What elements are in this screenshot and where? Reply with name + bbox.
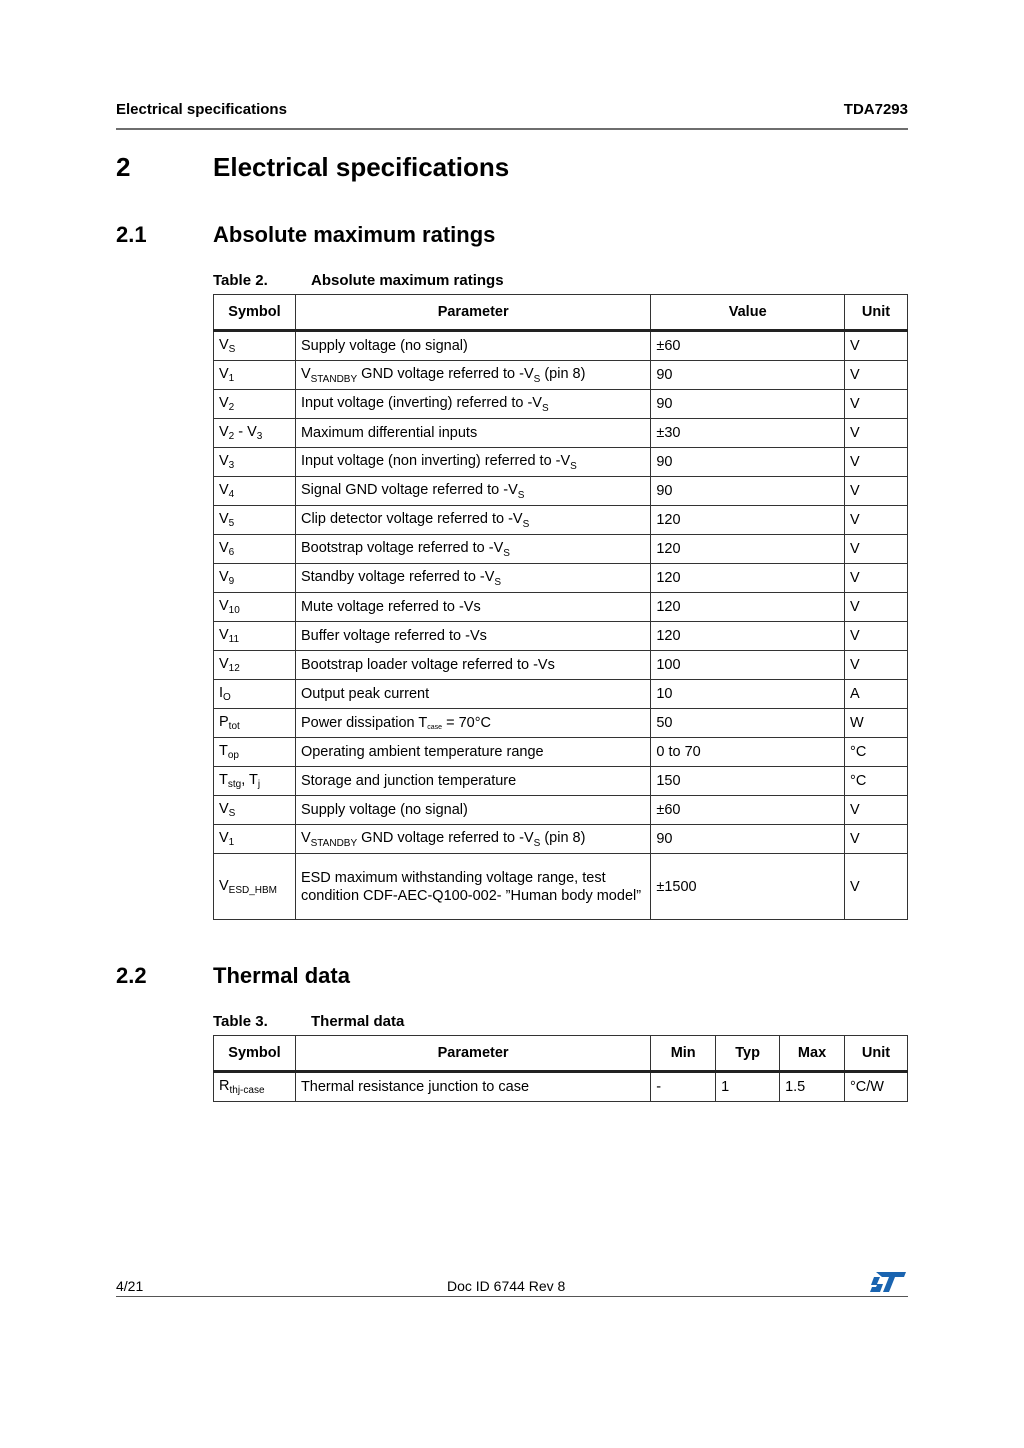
cell-value: 90 xyxy=(651,477,845,506)
cell-value: 100 xyxy=(651,651,845,680)
symbol-base: V xyxy=(219,395,229,411)
header-section-title: Electrical specifications xyxy=(116,101,287,118)
cell-symbol xyxy=(214,680,296,709)
param-subscript-2: S xyxy=(533,837,541,849)
table-row xyxy=(214,390,908,419)
cell-value: 90 xyxy=(651,390,845,419)
cell-unit: V xyxy=(845,390,908,419)
cell-symbol xyxy=(214,448,296,477)
cell-symbol xyxy=(214,361,296,390)
cell-unit: A xyxy=(845,680,908,709)
cell-symbol xyxy=(214,506,296,535)
param-text: Input voltage (non inverting) referred to -V xyxy=(300,452,571,469)
subsection-number: 2.1 xyxy=(116,222,147,247)
cell-symbol xyxy=(214,709,296,738)
param-subscript-2: S xyxy=(570,460,577,472)
param-text: Bootstrap loader voltage referred to -Vs xyxy=(300,657,555,673)
cell-parameter: Thermal resistance junction to case xyxy=(295,1072,650,1102)
param-subscript: STANDBY xyxy=(310,837,358,849)
symbol-subscript: 1 xyxy=(228,837,235,848)
cell-unit: V xyxy=(845,651,908,680)
cell-symbol xyxy=(214,825,296,854)
cell-value: 120 xyxy=(651,564,845,593)
cell-parameter xyxy=(295,593,650,622)
symbol-subscript: 9 xyxy=(228,576,235,587)
param-suffix: = 70°C xyxy=(442,715,491,731)
cell-typ: 1 xyxy=(716,1072,780,1102)
cell-parameter xyxy=(295,448,650,477)
thermal-data-table xyxy=(213,1035,908,1102)
cell-min: - xyxy=(651,1072,716,1102)
param-subscript: STANDBY xyxy=(310,373,358,385)
cell-unit: V xyxy=(845,419,908,448)
cell-parameter xyxy=(295,738,650,767)
param-text: Storage and junction temperature xyxy=(300,773,517,789)
cell-unit: V xyxy=(845,361,908,390)
table-row xyxy=(214,477,908,506)
param-text: Power dissipation T xyxy=(300,715,428,731)
cell-value: ±60 xyxy=(651,796,845,825)
header-part-number: TDA7293 xyxy=(843,101,908,118)
cell-unit: °C xyxy=(845,738,908,767)
symbol-subscript: stg xyxy=(227,779,242,790)
page-header xyxy=(116,100,908,130)
cell-value: 90 xyxy=(651,361,845,390)
cell-parameter xyxy=(295,506,650,535)
cell-parameter xyxy=(295,331,650,361)
cell-parameter xyxy=(295,622,650,651)
symbol-base: T xyxy=(219,743,228,759)
cell-parameter xyxy=(295,390,650,419)
cell-parameter xyxy=(295,709,650,738)
symbol-base: V xyxy=(219,598,229,614)
symbol-subscript: 4 xyxy=(228,489,235,500)
symbol-subscript: 3 xyxy=(228,460,235,471)
table-row xyxy=(214,622,908,651)
param-subscript-2: S xyxy=(541,402,549,414)
param-text: Buffer voltage referred to -Vs xyxy=(300,628,487,644)
col-header-value: Value xyxy=(651,295,845,331)
symbol-subscript: tot xyxy=(228,721,240,732)
symbol-base-2: , T xyxy=(241,772,258,788)
symbol-base: V xyxy=(219,801,229,817)
symbol-base: V xyxy=(219,656,229,672)
cell-parameter xyxy=(295,564,650,593)
param-text: Output peak current xyxy=(300,686,430,702)
page-footer xyxy=(116,1278,908,1297)
cell-unit: W xyxy=(845,709,908,738)
table-row xyxy=(214,796,908,825)
symbol-base: R xyxy=(219,1078,230,1094)
table-row xyxy=(214,854,908,920)
col-header-parameter: Parameter xyxy=(295,1036,650,1072)
col-header-max: Max xyxy=(780,1036,845,1072)
table3-caption-number: Table 3. xyxy=(213,1013,268,1030)
symbol-subscript: op xyxy=(227,750,239,761)
col-header-symbol: Symbol xyxy=(214,1036,296,1072)
table-row xyxy=(214,419,908,448)
symbol-base: P xyxy=(219,714,229,730)
param-prefix: V xyxy=(300,365,311,382)
cell-unit: V xyxy=(845,506,908,535)
param-text: ESD maximum withstanding voltage range, test condition CDF-AEC-Q100-002- ”Human body model” xyxy=(300,869,642,904)
symbol-base: V xyxy=(219,337,229,353)
table-row xyxy=(214,651,908,680)
param-text: Clip detector voltage referred to -V xyxy=(300,510,523,527)
cell-symbol xyxy=(214,535,296,564)
cell-symbol xyxy=(214,331,296,361)
cell-unit: V xyxy=(845,622,908,651)
cell-unit: V xyxy=(845,593,908,622)
cell-max: 1.5 xyxy=(780,1072,845,1102)
col-header-unit: Unit xyxy=(845,295,908,331)
cell-unit: °C xyxy=(845,767,908,796)
cell-unit: V xyxy=(845,854,908,920)
param-text: GND voltage referred to -V xyxy=(357,365,534,382)
symbol-subscript: S xyxy=(228,808,236,819)
table-row xyxy=(214,448,908,477)
param-text: Signal GND voltage referred to -V xyxy=(300,481,518,498)
table3-caption-title: Thermal data xyxy=(311,1013,405,1030)
param-prefix: V xyxy=(300,829,311,846)
cell-symbol xyxy=(214,419,296,448)
col-header-symbol: Symbol xyxy=(214,295,296,331)
cell-symbol xyxy=(214,796,296,825)
cell-symbol xyxy=(214,593,296,622)
cell-parameter xyxy=(295,419,650,448)
st-logo-icon xyxy=(868,1270,908,1297)
subsection-number: 2.2 xyxy=(116,963,147,988)
symbol-subscript: 1 xyxy=(228,373,235,384)
cell-parameter xyxy=(295,651,650,680)
cell-value: ±1500 xyxy=(651,854,845,920)
table-row xyxy=(214,680,908,709)
cell-parameter xyxy=(295,825,650,854)
cell-symbol xyxy=(214,477,296,506)
symbol-subscript: S xyxy=(228,344,236,355)
symbol-base: V xyxy=(219,511,229,527)
symbol-subscript: 2 xyxy=(228,402,235,413)
table-row xyxy=(214,738,908,767)
cell-unit: °C/W xyxy=(845,1072,908,1102)
symbol-subscript: thj-case xyxy=(229,1085,265,1096)
table-row xyxy=(214,1072,908,1102)
param-subscript-2: S xyxy=(522,518,530,530)
cell-parameter xyxy=(295,361,650,390)
table-row xyxy=(214,361,908,390)
symbol-subscript: 6 xyxy=(228,547,235,558)
section-title: Electrical specifications xyxy=(213,152,510,182)
doc-id: Doc ID 6744 Rev 8 xyxy=(447,1278,566,1294)
cell-unit: V xyxy=(845,477,908,506)
param-text: Operating ambient temperature range xyxy=(300,744,544,760)
section-number: 2 xyxy=(116,152,131,182)
page-number: 4/21 xyxy=(116,1278,144,1294)
table-row xyxy=(214,506,908,535)
param-suffix: (pin 8) xyxy=(540,365,586,382)
symbol-base: V xyxy=(219,453,229,469)
param-text: Mute voltage referred to -Vs xyxy=(300,599,481,615)
cell-symbol xyxy=(214,622,296,651)
symbol-subscript: O xyxy=(223,692,231,703)
cell-value: ±60 xyxy=(651,331,845,361)
param-tiny-subscript: case xyxy=(427,724,443,731)
cell-symbol xyxy=(214,767,296,796)
param-subscript-2: S xyxy=(503,547,510,559)
table-row xyxy=(214,767,908,796)
table2-caption-number: Table 2. xyxy=(213,272,268,289)
param-text: Supply voltage (no signal) xyxy=(300,802,468,818)
symbol-subscript: 5 xyxy=(228,518,235,529)
subsection-title: Absolute maximum ratings xyxy=(213,222,496,247)
cell-symbol xyxy=(214,854,296,920)
symbol-base: V xyxy=(219,366,229,382)
symbol-subscript: 11 xyxy=(228,634,240,645)
table-row xyxy=(214,535,908,564)
symbol-subscript: 12 xyxy=(228,663,240,674)
cell-unit: V xyxy=(845,796,908,825)
cell-value: 90 xyxy=(651,825,845,854)
absolute-max-ratings-table xyxy=(213,294,908,920)
param-text: Bootstrap voltage referred to -V xyxy=(300,539,504,556)
symbol-base: V xyxy=(219,540,229,556)
symbol-subscript-2: j xyxy=(257,779,261,790)
param-text: GND voltage referred to -V xyxy=(357,829,534,846)
cell-value: 10 xyxy=(651,680,845,709)
cell-symbol xyxy=(214,1072,296,1102)
symbol-base: V xyxy=(219,627,229,643)
cell-parameter xyxy=(295,796,650,825)
col-header-min: Min xyxy=(651,1036,716,1072)
symbol-base: V xyxy=(219,877,229,894)
cell-unit: V xyxy=(845,448,908,477)
cell-symbol xyxy=(214,738,296,767)
cell-value: 120 xyxy=(651,506,845,535)
cell-value: 0 to 70 xyxy=(651,738,845,767)
table-row xyxy=(214,331,908,361)
cell-unit: V xyxy=(845,535,908,564)
param-subscript-2: S xyxy=(533,373,541,385)
cell-value: ±30 xyxy=(651,419,845,448)
table-header-row xyxy=(214,295,908,331)
symbol-base: V xyxy=(219,830,229,846)
param-text: Input voltage (inverting) referred to -V xyxy=(300,394,542,411)
cell-symbol xyxy=(214,564,296,593)
cell-value: 120 xyxy=(651,593,845,622)
cell-value: 120 xyxy=(651,535,845,564)
cell-unit: V xyxy=(845,564,908,593)
table-header-row xyxy=(214,1036,908,1072)
cell-symbol xyxy=(214,390,296,419)
param-subscript-2: S xyxy=(494,576,502,588)
cell-unit: V xyxy=(845,331,908,361)
cell-value: 90 xyxy=(651,448,845,477)
cell-parameter xyxy=(295,680,650,709)
cell-value: 150 xyxy=(651,767,845,796)
cell-unit: V xyxy=(845,825,908,854)
symbol-base: V xyxy=(219,424,229,440)
col-header-parameter: Parameter xyxy=(295,295,650,331)
symbol-subscript: 2 xyxy=(228,431,235,442)
col-header-unit: Unit xyxy=(845,1036,908,1072)
table-row xyxy=(214,709,908,738)
symbol-subscript-2: 3 xyxy=(256,431,263,442)
cell-parameter xyxy=(295,477,650,506)
table-row xyxy=(214,825,908,854)
symbol-subscript: ESD_HBM xyxy=(228,884,278,896)
param-text: Standby voltage referred to -V xyxy=(300,568,495,585)
cell-value: 120 xyxy=(651,622,845,651)
cell-parameter xyxy=(295,854,650,920)
cell-parameter xyxy=(295,767,650,796)
cell-symbol xyxy=(214,651,296,680)
cell-value: 50 xyxy=(651,709,845,738)
param-text: Maximum differential inputs xyxy=(300,425,478,441)
table-row xyxy=(214,564,908,593)
symbol-base: V xyxy=(219,569,229,585)
param-suffix: (pin 8) xyxy=(540,829,586,846)
cell-parameter xyxy=(295,535,650,564)
symbol-base: V xyxy=(219,482,229,498)
subsection-title: Thermal data xyxy=(213,963,350,988)
param-text: Supply voltage (no signal) xyxy=(300,338,468,354)
col-header-typ: Typ xyxy=(716,1036,780,1072)
symbol-base: I xyxy=(219,685,224,701)
symbol-base: T xyxy=(219,772,228,788)
table2-caption-title: Absolute maximum ratings xyxy=(311,272,504,289)
table-row xyxy=(214,593,908,622)
symbol-subscript: 10 xyxy=(228,605,240,616)
param-subscript-2: S xyxy=(517,489,525,501)
symbol-base-2: - V xyxy=(234,424,257,440)
